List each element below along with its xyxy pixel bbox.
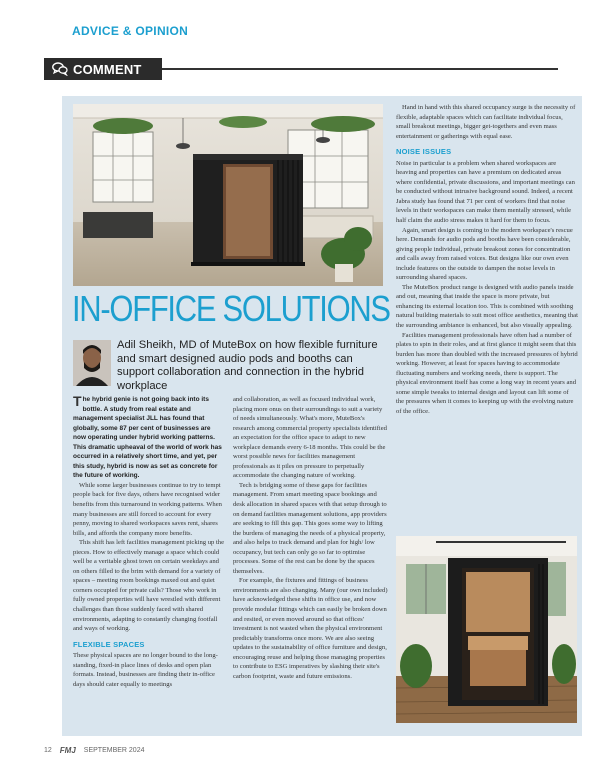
author-photo <box>73 340 111 386</box>
lead-paragraph <box>73 395 225 481</box>
page-number: 12 <box>44 747 52 754</box>
body-paragraph: For example, the fixtures and fittings of business environments are also changing. Many (our own included) have acknowledged these shifts in office use, and now provide modular fittings which can easily be broken down and resited, or even moved around so that offices' investment is not wasted when the physical environment predictably transforms once more. We are also seeing updates to the sustainability of office furniture and design, encouraging reuse and helping those managing properties to contribute to ESG imperatives by slashing their site's carbon footprint, waste and future emissions. <box>233 577 388 680</box>
body-paragraph: While some larger businesses continue to try to tempt people back for five days, others have recognised wider benefits from this turnaround in working patterns. When many businesses are still forced to account for every penny, moving to shared workspaces saves rent, shares bills, and affords the company more benefits. <box>73 481 222 537</box>
body-paragraph: Facilities management professionals have often had a number of plates to spin in their roles, and at first glance it might seem that this burden has more than doubled with the increased pressures of hybrid working. However, at least for spaces having to accommodate fluctuating numbers and working needs, there is support. The physical environment itself has come a long way in recent years and some simple tweaks to internal design and layout can lift some of the pressures when it comes to keeping up with the evolving nature of the office. <box>396 331 578 415</box>
article-column-2 <box>233 395 388 681</box>
comment-tag-label: COMMENT <box>73 61 142 77</box>
hero-image-office-pod <box>73 104 383 286</box>
pod-interior-image <box>396 536 577 723</box>
drop-cap: T <box>73 393 82 409</box>
lead-text: he hybrid genie is not going back into its bottle. A study from real estate and management specialist JLL has found that globally, some 87 per cent of businesses are now operating under hybrid working patterns. This dramatic upheaval of the world of work has occurred in a relatively short time, and yet, per this study, hybrid is now as set as concrete for the future of working. <box>73 396 222 480</box>
headline: IN-OFFICE SOLUTIONS <box>72 288 390 329</box>
standfirst: Adil Sheikh, MD of MuteBox on how flexible furniture and smart designed audio pods and booths can support collaboration and connection in the hybrid workplace <box>117 339 378 392</box>
issue-date: SEPTEMBER 2024 <box>83 747 145 754</box>
body-paragraph: Noise in particular is a problem when shared workspaces are heaving and properties can have a premium on dedicated areas where confidential, private discussions, and important meetings can be conducted without intrusive background sound. Indeed, a recent Jabra study has found that 71 per cent of workers find that noise levels in their workspaces can make them mentally stressed, while half claim the audio stress makes it hard for them to focus. <box>396 159 575 225</box>
body-paragraph: and collaboration, as well as focused individual work, placing more onus on their surroundings to suit a variety of needs simultaneously. What's more, MuteBox's research among commercial property specialists identified an expectation for the office space to adapt to new workplace demands every 6-18 months. This could be the worst possible news for facilities management professionals as it piles on pressure to perpetually accommodate the changing nature of working. <box>233 396 387 480</box>
body-paragraph: Again, smart design is coming to the modern workspace's rescue here. Demands for audio pods and booths have been considerable, giving people individual, private breakout zones for concentration and calls away from raised voices. But designs like our own even include features on the outside to dampen the noise levels in surrounding shared spaces. <box>396 226 573 282</box>
subhead-noise-issues: NOISE ISSUES <box>396 147 452 157</box>
page-footer <box>44 746 145 755</box>
body-paragraph: These physical spaces are no longer bound to the long-standing, fixed-in place lines of desks and open plan formats. Instead, businesses are finding their in-office days should cater equally to meetings <box>73 652 218 688</box>
comment-banner <box>44 58 558 80</box>
body-paragraph: Hand in hand with this shared occupancy surge is the necessity of flexible, adaptable spaces which can facilitate individual focus, small breakout meetings, bigger get-togethers and even mass entertainment or gatherings with equal ease. <box>396 104 576 140</box>
body-paragraph: Tech is bridging some of these gaps for facilities management. From smart meeting space bookings and desk allocation in shared spaces with that setup through to on demand facilities management solutions, app providers are seeking to fill this gap. This goes some way to lifting the burdens of managing the needs of a physical property, and also helps to track demand and plan for high/ low occupancy, but tech can only go so far to optimise processes. Some of the rest can be done by the spaces themselves. <box>233 481 387 575</box>
comment-tag <box>44 58 162 80</box>
speech-bubbles-icon <box>52 62 68 76</box>
article-column-1 <box>73 395 225 689</box>
section-label: ADVICE & OPINION <box>72 24 189 38</box>
subhead-flexible-spaces: FLEXIBLE SPACES <box>73 639 145 649</box>
publication-name: FMJ <box>59 746 76 755</box>
article-column-3 <box>396 103 578 417</box>
body-paragraph: This shift has left facilities management picking up the pieces. How to effectively manage a space which could well be a veritable ghost town on certain weekdays and on others filled to the brim with demand for a variety of spaces – meeting room bookings maxed out and quiet corners occupied for private calls? Those who work in fully owned properties will have wrestled with different challenges than those suddenly faced with shared environments, adapting to constantly changing footfall and ways of working. <box>73 539 225 633</box>
body-paragraph: The MuteBox product range is designed with audio panels inside and out, meaning that inside the space is more private, but enhancing its external location too. This is combined with soothing natural building materials to suit most office aesthetics, meaning that the surrounding ambiance is enhanced, but also visually appealing. <box>396 283 578 330</box>
